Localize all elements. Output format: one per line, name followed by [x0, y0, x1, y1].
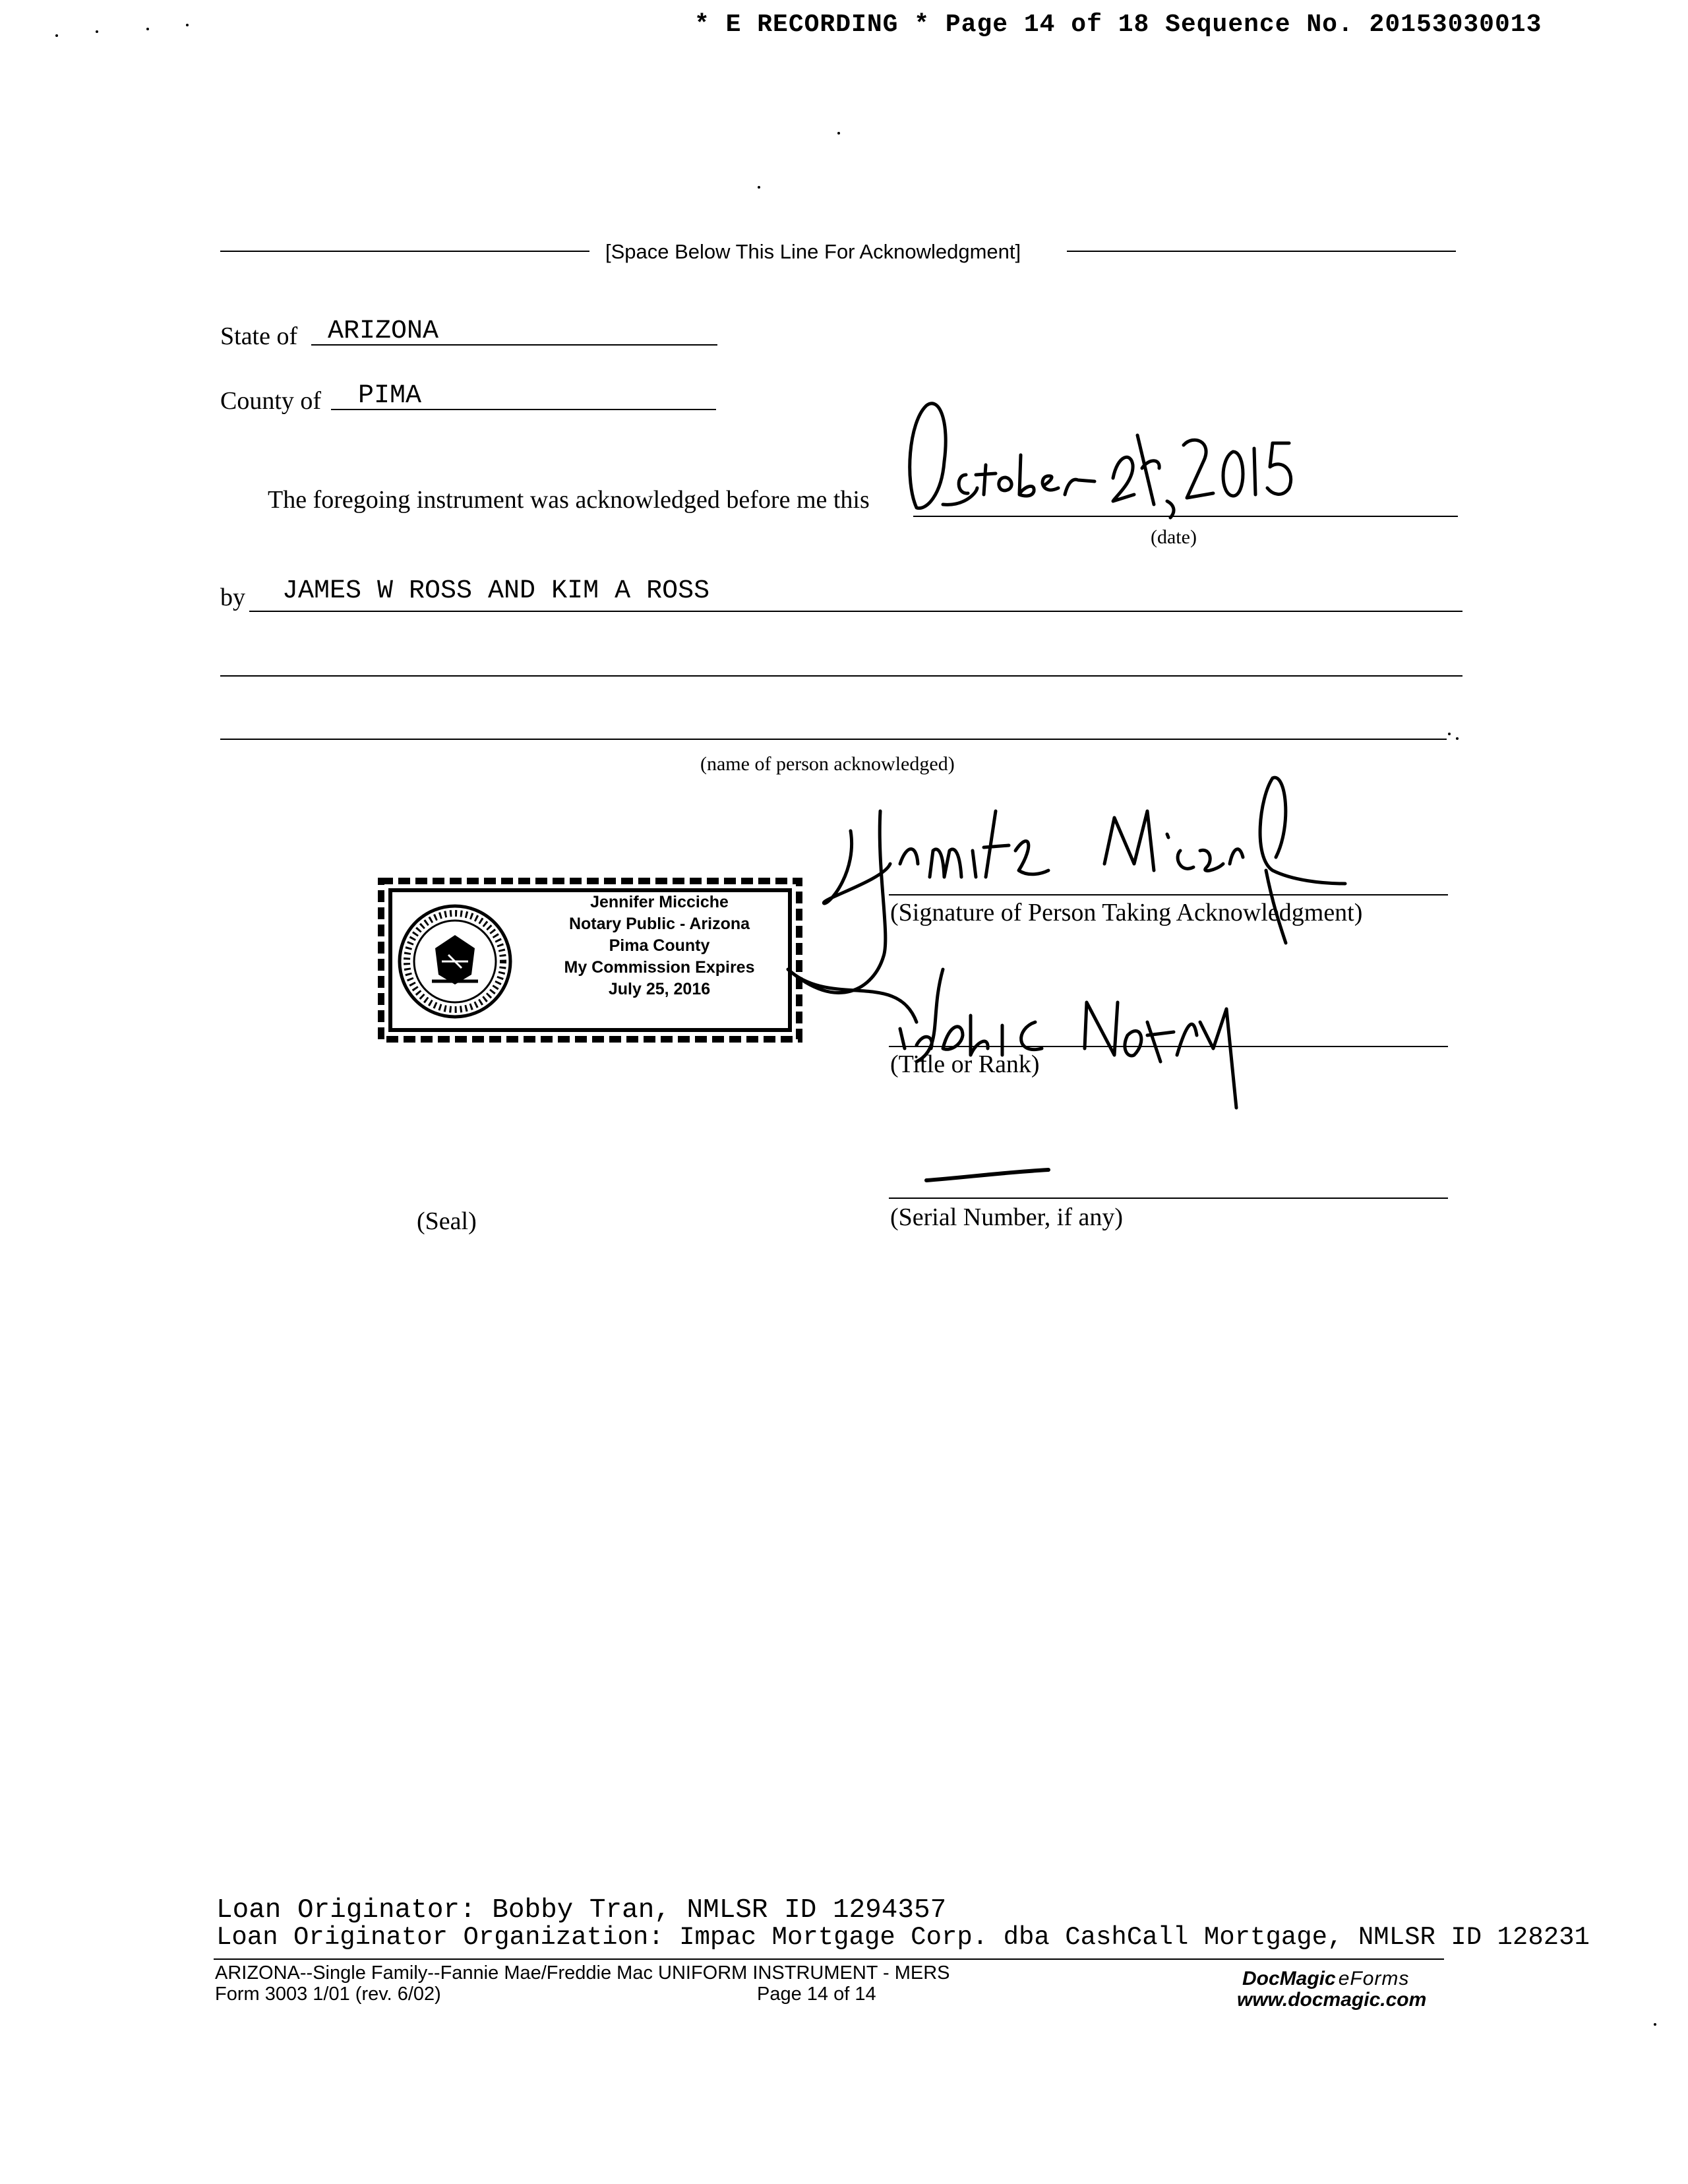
scan-speck — [1448, 733, 1451, 735]
docmagic-brand: DocMagic — [1242, 1968, 1336, 1989]
seal-county: Pima County — [609, 936, 710, 955]
by-value: JAMES W ROSS AND KIM A ROSS — [282, 576, 710, 606]
state-emblem-icon — [396, 902, 514, 1021]
serial-caption: (Serial Number, if any) — [890, 1203, 1124, 1231]
scan-speck — [758, 186, 760, 189]
loan-originator-organization: Loan Originator Organization: Impac Mortgage Corp. dba CashCall Mortgage, NMLSR ID 128231 — [216, 1923, 1590, 1952]
signature-underline — [889, 894, 1448, 895]
person-caption: (name of person acknowledged) — [700, 753, 955, 775]
form-title: ARIZONA--Single Family--Fannie Mae/Freddie Mac UNIFORM INSTRUMENT - MERS — [215, 1962, 950, 1984]
by-label: by — [220, 584, 245, 611]
seal-notary-name: Jennifer Micciche — [590, 893, 729, 911]
divider-rule-left — [220, 251, 589, 252]
person-line-3 — [220, 739, 1447, 740]
state-label: State of — [220, 322, 298, 350]
seal-caption: (Seal) — [417, 1207, 477, 1235]
title-underline — [889, 1046, 1448, 1047]
scan-speck — [55, 34, 58, 37]
divider-rule-right — [1067, 251, 1456, 252]
scan-speck — [96, 30, 98, 33]
section-divider-label: [Space Below This Line For Acknowledgment] — [605, 240, 1021, 263]
recording-header: * E RECORDING * Page 14 of 18 Sequence No. 20153030013 — [694, 11, 1542, 39]
signature-caption: (Signature of Person Taking Acknowledgment) — [890, 899, 1363, 926]
footer-page-number: Page 14 of 14 — [757, 1984, 876, 2005]
form-number: Form 3003 1/01 (rev. 6/02) — [215, 1984, 441, 2005]
state-underline — [311, 344, 717, 346]
title-caption: (Title or Rank) — [890, 1050, 1040, 1078]
serial-underline — [889, 1198, 1448, 1199]
handwritten-date — [903, 396, 1299, 521]
state-value: ARIZONA — [328, 317, 439, 346]
county-label: County of — [220, 387, 322, 415]
date-underline — [913, 516, 1458, 517]
county-value: PIMA — [358, 381, 422, 411]
seal-notary-title: Notary Public - Arizona — [568, 915, 750, 933]
acknowledgment-text: The foregoing instrument was acknowledged before me this — [268, 486, 870, 514]
scan-speck — [837, 132, 840, 135]
scan-speck — [1654, 2023, 1656, 2026]
docmagic-website: www.docmagic.com — [1237, 1989, 1427, 2011]
person-line-2 — [220, 675, 1462, 677]
date-caption: (date) — [1151, 526, 1197, 548]
scan-speck — [186, 24, 189, 26]
by-underline — [249, 611, 1462, 612]
seal-commission-label: My Commission Expires — [564, 958, 755, 977]
scan-speck — [146, 28, 149, 30]
loan-originator: Loan Originator: Bobby Tran, NMLSR ID 1294357 — [216, 1895, 947, 1926]
serial-dash-mark — [923, 1166, 1055, 1186]
county-underline — [331, 409, 716, 410]
period-mark — [1456, 737, 1459, 740]
footer-rule — [214, 1958, 1444, 1960]
docmagic-brand-suffix: eForms — [1338, 1968, 1410, 1989]
docmagic-logo — [1242, 1968, 1409, 1990]
seal-commission-date: July 25, 2016 — [608, 980, 711, 998]
